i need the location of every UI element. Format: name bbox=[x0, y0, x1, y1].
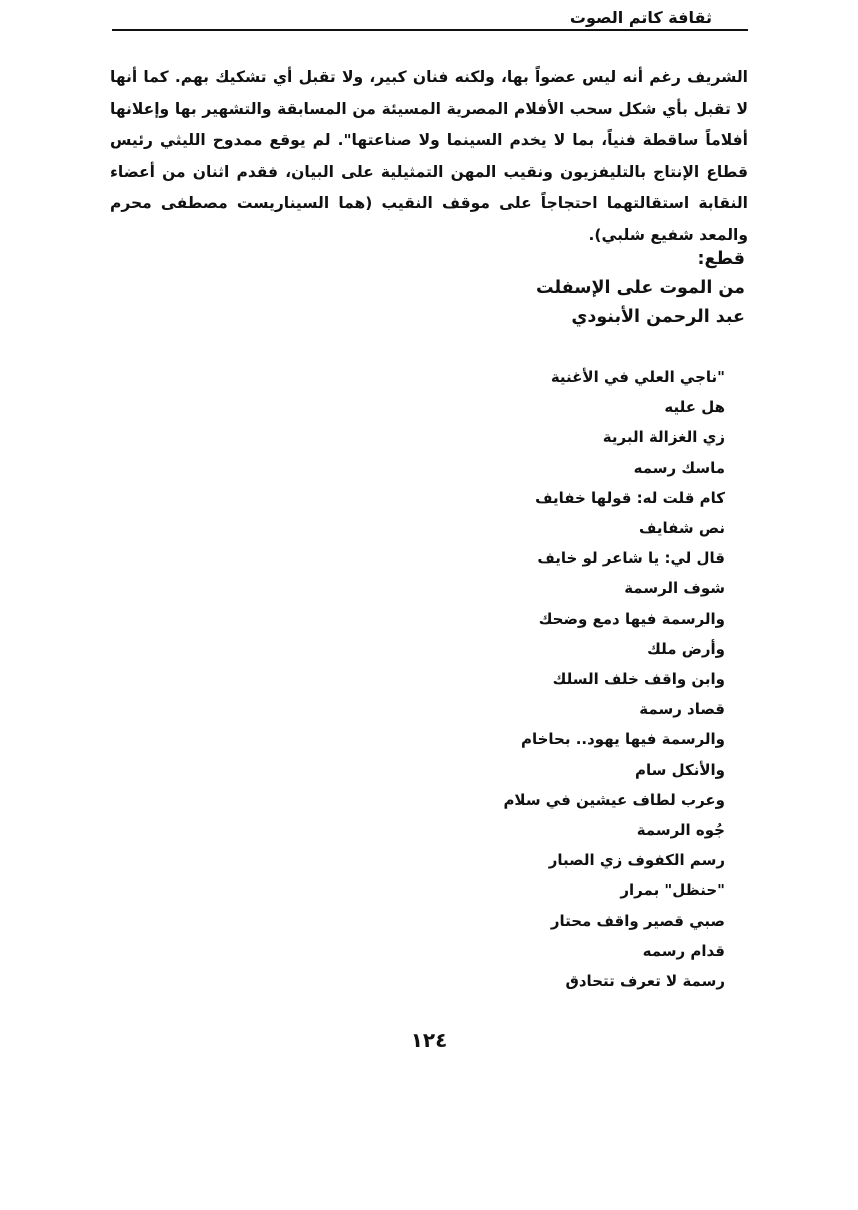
poem-line: وأرض ملك bbox=[647, 639, 725, 658]
running-header bbox=[112, 8, 748, 38]
poem-line: وعرب لطاف عيشين في سلام bbox=[503, 790, 725, 809]
section-label: قطع: bbox=[697, 249, 745, 269]
poem-line: وابن واقف خلف السلك bbox=[552, 670, 725, 689]
poem-title: من الموت على الإسفلت bbox=[535, 278, 745, 298]
poem-line: صبي قصير واقف محتار bbox=[550, 911, 725, 930]
section-heading bbox=[445, 245, 745, 332]
body-paragraph: الشريف رغم أنه ليس عضواً بها، ولكنه فنان كبير، ولا تقبل أي تشكيك بهم. كما أنها لا تقبل بأي شكل سحب الأفلام المصرية المسيئة من المسابقة والتشهير بها وإعلانها أفلاماً ساقطة فنياً، بما لا يخدم السينما ولا صناعتها". لم يوقع ممدوح الليثي رئيس قطاع الإنتاج بالتليفزيون ونقيب المهن التمثيلية على البيان، فقدم اثنان من أعضاء النقابة استقالتهما احتجاجاً على موقف النقيب (هما السيناريست مصطفى محرم والمعد شفيع شلبي). bbox=[110, 68, 748, 244]
poem-line: نص شفايف bbox=[639, 519, 725, 538]
poem-line: رسمة لا تعرف تتحادق bbox=[565, 972, 725, 991]
poem-line: والرسمة فيها يهود.. بحاخام bbox=[520, 730, 725, 749]
poem-line: كام قلت له: قولها خفايف bbox=[535, 488, 725, 507]
poem-line: جُوه الرسمة bbox=[636, 821, 725, 840]
running-header-title: ثقافة كاتم الصوت bbox=[564, 8, 718, 27]
poem-author: عبد الرحمن الأبنودي bbox=[571, 307, 745, 327]
poem-line: ماسك رسمه bbox=[633, 458, 725, 477]
poem-lines bbox=[405, 362, 725, 996]
poem-line: "حنظل" بمرار bbox=[620, 881, 725, 900]
poem-line: قصاد رسمة bbox=[639, 700, 725, 719]
poem-line: قدام رسمه bbox=[642, 941, 725, 960]
header-rule bbox=[112, 29, 748, 31]
poem-line: هل عليه bbox=[664, 398, 725, 417]
poem-line: رسم الكفوف زي الصبار bbox=[548, 851, 725, 870]
poem-line: "ناجي العلي في الأغنية bbox=[550, 368, 725, 386]
poem-line: شوف الرسمة bbox=[624, 579, 725, 598]
poem-line: قال لي: يا شاعر لو خايف bbox=[537, 549, 725, 568]
poem-line: والأنكل سام bbox=[635, 760, 725, 779]
page-number: ١٢٤ bbox=[410, 1028, 448, 1052]
header-dash bbox=[726, 29, 748, 31]
poem-line: والرسمة فيها دمع وضحك bbox=[538, 609, 725, 628]
poem-line: زي الغزالة البرية bbox=[602, 428, 725, 447]
